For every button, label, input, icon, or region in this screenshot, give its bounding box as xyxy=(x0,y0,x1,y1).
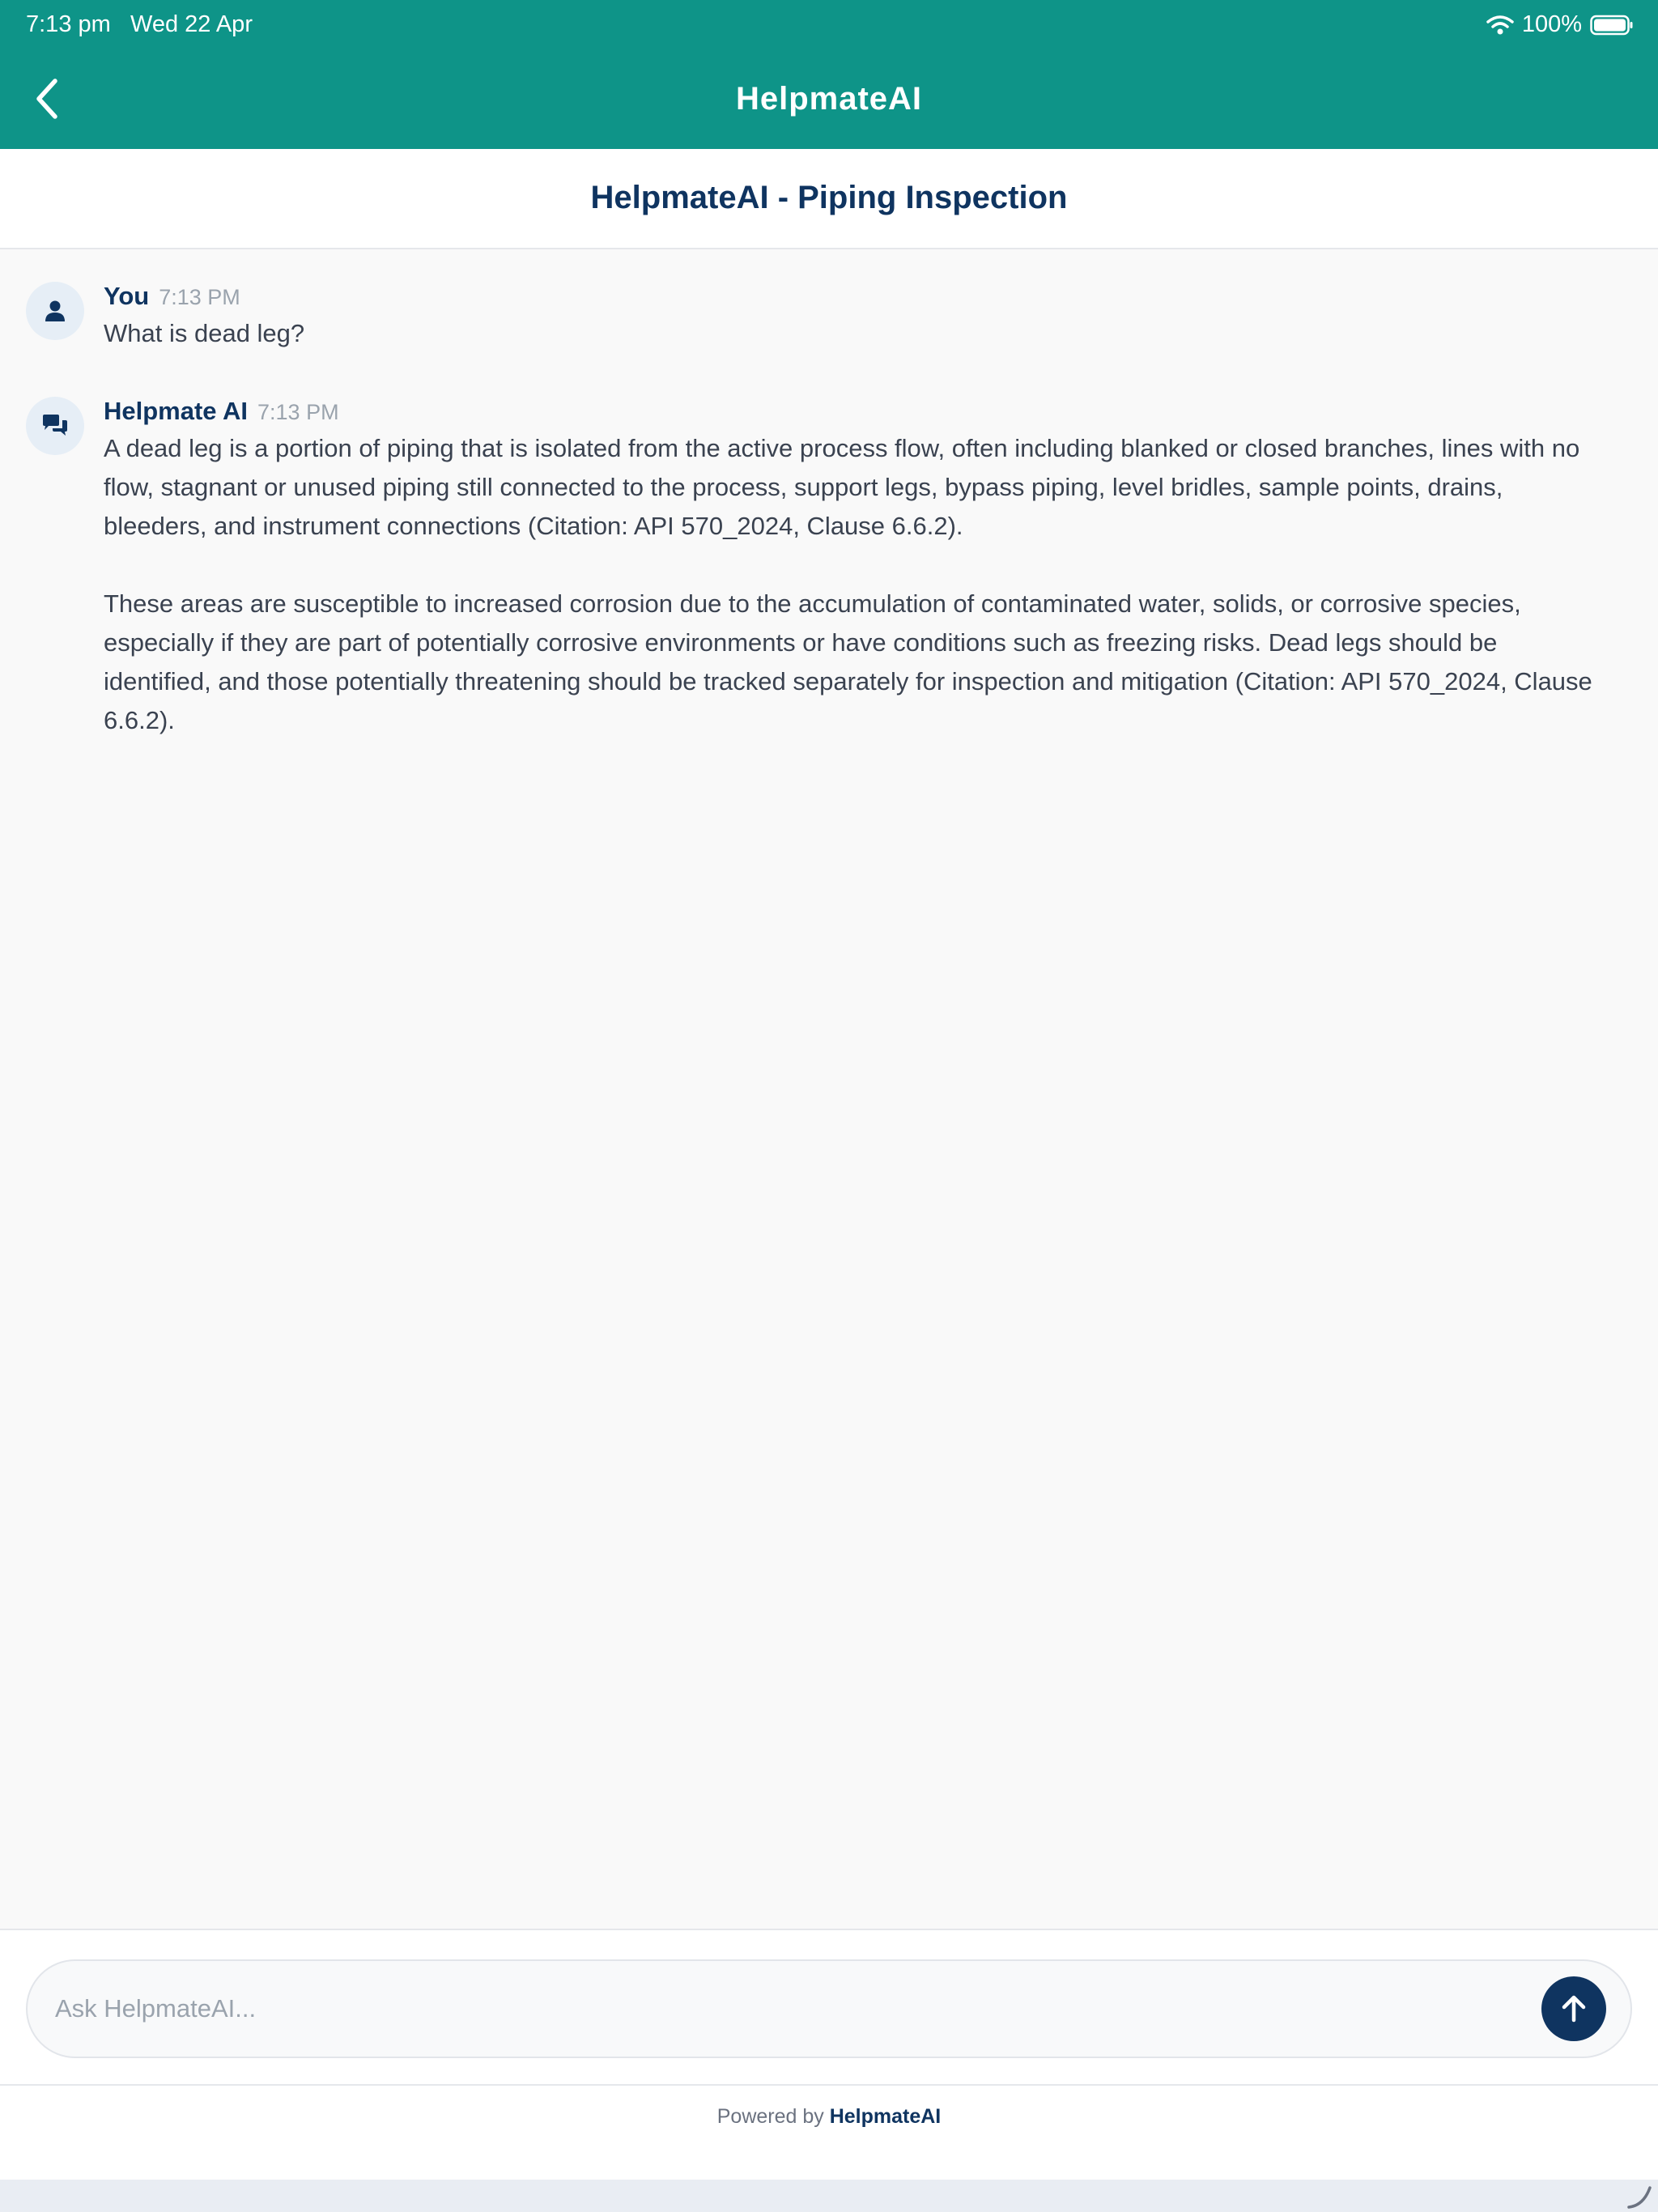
bottom-strip xyxy=(0,2180,1658,2212)
wifi-icon xyxy=(1486,15,1514,36)
message-paragraph: These areas are susceptible to increased corrosion due to the accumulation of contaminated water, solids, or corrosive species, especially if they are part of potentially corrosive environments or have conditions such as freezing risks. Dead legs should be identified, and those potentially threatening should be tracked separately for inspection and mitigation (Citation: API 570_2024, Clause 6.6.2). xyxy=(104,589,1592,734)
message-paragraph: A dead leg is a portion of piping that is isolated from the active process flow, often including blanked or closed branches, lines with no flow, stagnant or unused piping still connected to the process, support legs, bypass piping, level bridles, sample points, drains, bleeders, and instrument connections (Citation: API 570_2024, Clause 6.6.2). xyxy=(104,434,1580,540)
message-user xyxy=(26,282,1609,353)
battery-icon xyxy=(1590,15,1634,36)
resize-handle-icon[interactable] xyxy=(1626,2183,1653,2210)
message-sender: You xyxy=(104,282,150,310)
status-indicators xyxy=(1486,11,1634,38)
app-header xyxy=(0,0,1658,149)
composer-bar xyxy=(0,1929,1658,2086)
status-date: Wed 22 Apr xyxy=(130,11,253,37)
chat-bubbles-icon xyxy=(41,414,69,438)
chat-title: HelpmateAI - Piping Inspection xyxy=(590,180,1068,215)
message-input[interactable] xyxy=(53,1961,1511,2057)
powered-by-prefix: Powered by xyxy=(716,2105,824,2128)
avatar xyxy=(26,282,84,340)
message-text xyxy=(104,429,1609,740)
message-time: 7:13 PM xyxy=(257,400,339,424)
status-time-date xyxy=(26,11,253,38)
message-assistant xyxy=(26,397,1609,740)
status-time: 7:13 pm xyxy=(26,11,111,37)
chat-subheader xyxy=(0,149,1658,249)
composer xyxy=(26,1959,1632,2058)
footer xyxy=(0,2086,1658,2180)
arrow-up-icon xyxy=(1560,1994,1588,2023)
message-time: 7:13 PM xyxy=(159,285,240,309)
powered-by-brand: HelpmateAI xyxy=(829,2105,942,2128)
user-icon xyxy=(43,299,67,323)
powered-by xyxy=(0,2105,1658,2129)
message-paragraph: What is dead leg? xyxy=(104,319,305,347)
send-button[interactable] xyxy=(1541,1976,1606,2041)
app-title: HelpmateAI xyxy=(735,81,923,117)
battery-percent: 100% xyxy=(1521,11,1582,37)
message-text xyxy=(104,314,1609,353)
message-sender: Helpmate AI xyxy=(104,397,249,425)
avatar xyxy=(26,397,84,455)
